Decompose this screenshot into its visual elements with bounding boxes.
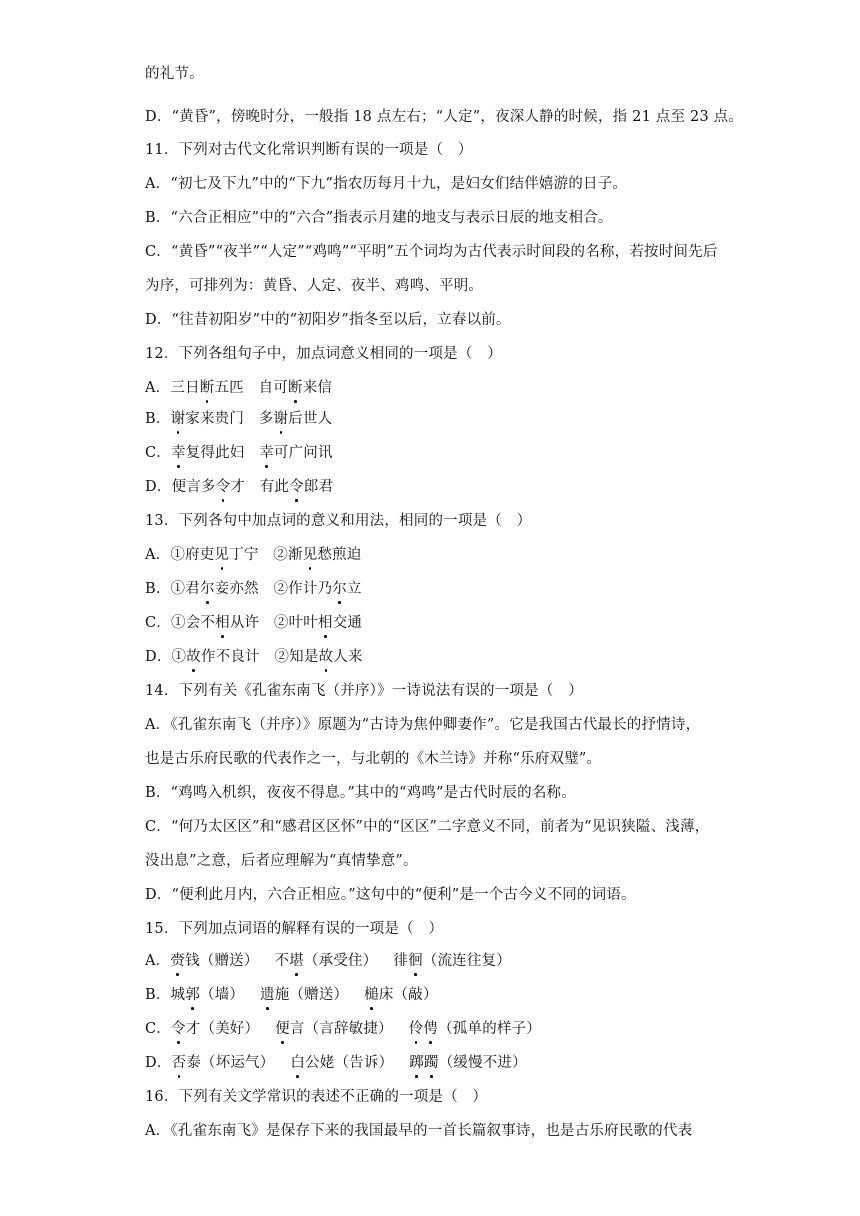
dotted-word: 郭 bbox=[185, 984, 200, 1006]
text-segment: C．①会不 bbox=[145, 615, 216, 631]
text-segment: 泰（坏运气） bbox=[186, 1055, 275, 1071]
q15-option-d bbox=[145, 1052, 725, 1074]
text-segment: 公姥（告诉） bbox=[305, 1055, 394, 1071]
q12-option-b bbox=[145, 408, 725, 430]
text-segment: 妾亦然 ②作计乃 bbox=[214, 581, 333, 597]
q13-option-b bbox=[145, 578, 725, 600]
question-14: 14．下列有关《孔雀东南飞（并序）》一诗说法有误的一项是（ ） bbox=[145, 683, 583, 699]
dotted-word: 断 bbox=[288, 377, 303, 399]
dotted-word: 故 bbox=[319, 646, 334, 668]
text-segment: C． bbox=[145, 445, 171, 461]
text-segment: 后世人 bbox=[288, 411, 333, 427]
dotted-word: 徊 bbox=[408, 950, 423, 972]
text-segment: 人来 bbox=[333, 649, 363, 665]
text-segment: D．便言多 bbox=[145, 479, 216, 495]
dotted-word: 踯 bbox=[409, 1052, 424, 1074]
question-11: 11．下列对古代文化常识判断有误的一项是（ ） bbox=[145, 142, 473, 158]
q14-option-b: B．“鸡鸣入机织，夜夜不得息。”其中的“鸡鸣”是古代时辰的名称。 bbox=[145, 785, 576, 801]
dotted-word: 尔 bbox=[332, 578, 347, 600]
dotted-word: 白 bbox=[290, 1052, 305, 1074]
text-segment: 可广问讯 bbox=[273, 445, 333, 461]
text-segment: 徘 bbox=[393, 953, 409, 969]
text-segment: 钱（赠送） bbox=[185, 953, 259, 969]
text-segment: D． bbox=[145, 1055, 172, 1071]
q11-option-d: D．“往昔初阳岁”中的“初阳岁”指冬至以后，立春以前。 bbox=[145, 312, 511, 328]
text-segment: （缓慢不进） bbox=[438, 1055, 527, 1071]
dotted-word: 幸 bbox=[259, 442, 274, 464]
dotted-word: 俜 bbox=[423, 1018, 438, 1040]
dotted-word: 令 bbox=[289, 476, 304, 498]
dotted-word: 令 bbox=[171, 1018, 186, 1040]
text-segment: （墙） bbox=[199, 987, 245, 1003]
q14-option-c: C．“何乃太区区”和“感君区区怀”中的“区区”二字意义不同，前者为“见识狭隘、浅薄， bbox=[145, 819, 710, 835]
q15-option-a bbox=[145, 950, 725, 972]
text-segment: 复得此妇 bbox=[185, 445, 260, 461]
q14-option-d: D．“便利此月内，六合正相应。”这句中的“便利”是一个古今义不同的词语。 bbox=[145, 887, 636, 903]
dotted-word: 相 bbox=[318, 612, 333, 634]
text-segment: 从许 ②叶叶 bbox=[229, 615, 319, 631]
dotted-word: 尔 bbox=[200, 578, 215, 600]
dotted-word: 否 bbox=[172, 1052, 187, 1074]
q12-option-a bbox=[145, 377, 725, 399]
dotted-word: 故 bbox=[186, 646, 201, 668]
text-segment: A． bbox=[145, 953, 171, 969]
q13-option-d bbox=[145, 646, 725, 668]
text-segment: 愁煎迫 bbox=[317, 547, 362, 563]
dotted-word: 谢 bbox=[171, 408, 186, 430]
dotted-word: 堪 bbox=[289, 950, 304, 972]
text-segment: 立 bbox=[346, 581, 362, 597]
q14-option-a-cont: 也是古乐府民歌的代表作之一，与北朝的《木兰诗》并称“乐府双璧”。 bbox=[145, 751, 602, 767]
text-segment: 才 有此 bbox=[230, 479, 290, 495]
q14-option-a: A．《孔雀东南飞（并序）》原题为“古诗为焦仲卿妻作”。它是我国古代最长的抒情诗， bbox=[145, 717, 701, 733]
text-segment: （流连往复） bbox=[422, 953, 511, 969]
text-segment: B．①君 bbox=[145, 581, 200, 597]
q11-option-c: C．“黄昏”“夜半”“人定”“鸡鸣”“平明”五个词均为古代表示时间段的名称，若按时间先后 bbox=[145, 244, 718, 260]
dotted-word: 躅 bbox=[424, 1052, 439, 1074]
text-segment: 丁宁 ②渐 bbox=[229, 547, 303, 563]
dotted-word: 断 bbox=[200, 377, 215, 399]
q12-option-d bbox=[145, 476, 725, 498]
dotted-word: 赍 bbox=[170, 950, 185, 972]
text-segment: 床（敲） bbox=[378, 987, 438, 1003]
text-segment: C． bbox=[145, 1021, 171, 1037]
q13-option-c bbox=[145, 612, 725, 634]
option-d-line: D．“黄昏”，傍晚时分，一般指 18 点左右；“人定”，夜深人静的时候，指 21 点至 23 点。 bbox=[145, 109, 744, 125]
text-segment: （孤单的样子） bbox=[438, 1021, 541, 1037]
text-segment: （承受住） bbox=[303, 953, 378, 969]
text-segment: D．① bbox=[145, 649, 187, 665]
q11-option-b: B．“六合正相应”中的“六合”指表示月建的地支与表示日辰的地支相合。 bbox=[145, 210, 613, 226]
dotted-word: 见 bbox=[303, 544, 318, 566]
text-segment: 五匹 自可 bbox=[214, 380, 288, 396]
text-segment: 作不良计 ②知是 bbox=[200, 649, 319, 665]
dotted-word: 遗 bbox=[260, 984, 275, 1006]
q13-option-a bbox=[145, 544, 725, 566]
text-segment: 不 bbox=[274, 953, 290, 969]
text-segment: 郎君 bbox=[303, 479, 334, 495]
text-segment: B．城 bbox=[145, 987, 186, 1003]
question-13: 13．下列各句中加点词的意义和用法，相同的一项是（ ） bbox=[145, 513, 532, 529]
text-segment: 家来贵门 多 bbox=[185, 411, 274, 427]
dotted-word: 幸 bbox=[171, 442, 186, 464]
q15-option-b bbox=[145, 984, 725, 1006]
q12-option-c bbox=[145, 442, 725, 464]
q15-option-c bbox=[145, 1018, 725, 1040]
q14-option-c-cont: 没出息”之意，后者应理解为“真情挚意”。 bbox=[145, 853, 418, 869]
q11-option-c-cont: 为序，可排列为：黄昏、人定、夜半、鸡鸣、平明。 bbox=[145, 278, 484, 294]
question-15: 15．下列加点词语的解释有误的一项是（ ） bbox=[145, 921, 444, 937]
text-segment: 才（美好） bbox=[185, 1021, 260, 1037]
text-segment: 交通 bbox=[332, 615, 363, 631]
dotted-word: 伶 bbox=[409, 1018, 424, 1040]
q11-option-a: A．“初七及下九”中的“下九”指农历每月十九，是妇女们结伴嬉游的日子。 bbox=[145, 176, 628, 192]
question-12: 12．下列各组句子中，加点词意义相同的一项是（ ） bbox=[145, 346, 502, 362]
dotted-word: 谢 bbox=[273, 408, 288, 430]
text-line: 的礼节。 bbox=[145, 66, 204, 82]
text-segment: 施（赠送） bbox=[274, 987, 349, 1003]
text-segment: B． bbox=[145, 411, 171, 427]
question-16: 16．下列有关文学常识的表述不正确的一项是（ ） bbox=[145, 1089, 488, 1105]
text-segment: 言（言辞敏捷） bbox=[289, 1021, 393, 1037]
text-segment: A．①府吏 bbox=[145, 547, 215, 563]
q16-option-a: A．《孔雀东南飞》是保存下来的我国最早的一首长篇叙事诗，也是古乐府民歌的代表 bbox=[145, 1123, 693, 1139]
text-segment: 来信 bbox=[302, 380, 333, 396]
dotted-word: 槌 bbox=[364, 984, 379, 1006]
dotted-word: 相 bbox=[215, 612, 230, 634]
dotted-word: 见 bbox=[214, 544, 229, 566]
dotted-word: 便 bbox=[275, 1018, 290, 1040]
dotted-word: 令 bbox=[216, 476, 231, 498]
text-segment: A．三日 bbox=[145, 380, 200, 396]
